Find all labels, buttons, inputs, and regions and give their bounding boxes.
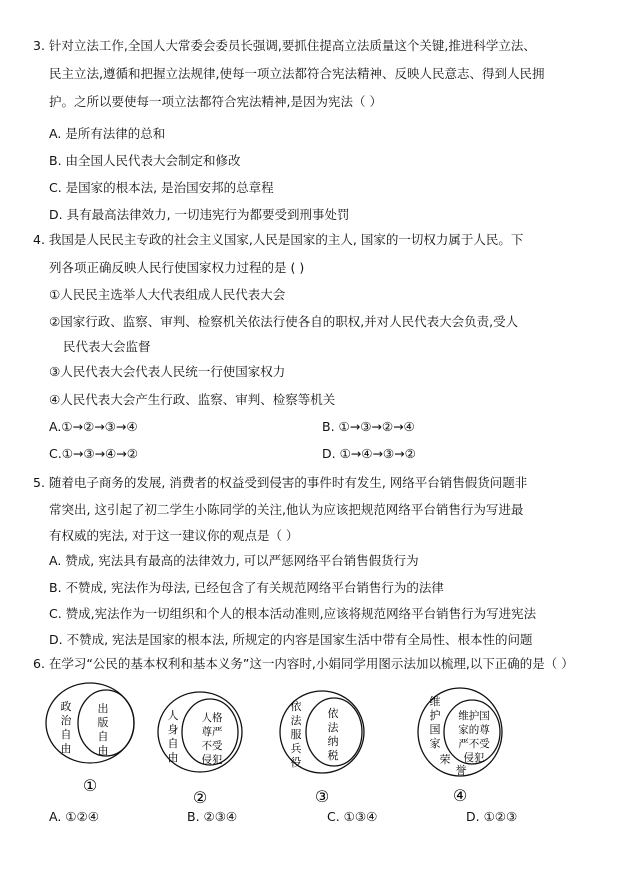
q6-option-a[interactable]: A. ①②④: [49, 809, 99, 824]
d4-inner-3: 侵犯: [463, 752, 485, 764]
q4-option-d[interactable]: D. ①→④→③→②: [322, 446, 416, 461]
q4-item-2: ②国家行政、监察、审判、检察机关依法行使各自的职权,并对人民代表大会负责,受人: [49, 314, 519, 329]
d4-outer-5: 誉: [455, 764, 467, 777]
d2-outer-0: 人: [167, 709, 179, 722]
d1-label: ①: [82, 776, 98, 795]
q4-item-2-cont: 民代表大会监督: [63, 339, 151, 354]
d4-inner-0: 维护国: [458, 710, 490, 722]
q5-option-d[interactable]: D. 不赞成, 宪法是国家的根本法, 所规定的内容是国家生活中带有全局性、根本性的问题: [49, 632, 533, 647]
d4-inner-1: 家的尊: [458, 724, 490, 736]
d3-outer-0: 依: [290, 700, 302, 713]
q5-stem-line-1: 5. 随着电子商务的发展, 消费者的权益受到侵害的事件时有发生, 网络平台销售假货问题非: [33, 475, 528, 490]
q3-option-b[interactable]: B. 由全国人民代表大会制定和修改: [49, 153, 241, 168]
d1-outer-0: 政: [60, 700, 72, 713]
q3-stem-line-3: 护。之所以要使每一项立法都符合宪法精神,是因为宪法（ ）: [49, 94, 382, 109]
d3-inner-0: 依: [327, 707, 339, 720]
d3-label: ③: [314, 787, 330, 806]
q4-option-a[interactable]: A.①→②→③→④: [49, 419, 138, 434]
d2-inner-1: 尊严: [201, 726, 223, 738]
q4-stem-line-1: 4. 我国是人民民主专政的社会主义国家,人民是国家的主人, 国家的一切权力属于人民。下: [33, 232, 524, 247]
d3-outer-2: 服: [290, 728, 302, 741]
diagram-4: [418, 688, 502, 805]
d3-outer-1: 法: [290, 714, 302, 727]
q3-option-d[interactable]: D. 具有最高法律效力, 一切违宪行为都要受到刑事处罚: [49, 207, 350, 222]
q3-option-a[interactable]: A. 是所有法律的总和: [49, 126, 166, 141]
d4-outer-2: 国: [429, 723, 441, 736]
q4-item-4: ④人民代表大会产生行政、监察、审判、检察等机关: [49, 392, 336, 407]
q4-option-b[interactable]: B. ①→③→②→④: [322, 419, 415, 434]
d4-label: ④: [452, 786, 468, 805]
diagram-3: [280, 691, 364, 806]
d1-inner-1: 版: [97, 716, 109, 729]
d3-outer-4: 役: [290, 756, 302, 769]
q4-item-1: ①人民民主选举人大代表组成人民代表大会: [49, 287, 286, 302]
q5-stem-line-2: 常突出, 这引起了初二学生小陈同学的关注,他认为应该把规范网络平台销售行为写进最: [49, 502, 524, 517]
d1-outer-1: 治: [60, 714, 72, 727]
d4-outer-1: 护: [429, 709, 441, 722]
q5-option-b[interactable]: B. 不赞成, 宪法作为母法, 已经包含了有关规范网络平台销售行为的法律: [49, 580, 444, 595]
d4-outer-4: 荣: [439, 753, 451, 766]
d3-inner-2: 纳: [327, 735, 339, 748]
d2-inner-0: 人格: [201, 712, 223, 724]
d3-inner-1: 法: [327, 721, 339, 734]
q4-option-c[interactable]: C.①→③→④→②: [49, 446, 138, 461]
d1-outer-2: 自: [60, 728, 72, 741]
d2-outer-1: 身: [167, 723, 179, 736]
d2-outer-2: 自: [167, 737, 179, 750]
d3-outer-3: 兵: [290, 742, 302, 755]
q3-option-c[interactable]: C. 是国家的根本法, 是治国安邦的总章程: [49, 180, 274, 195]
q6-option-d[interactable]: D. ①②③: [466, 809, 518, 824]
q3-stem-line-2: 民主立法,遵循和把握立法规律,使每一项立法都符合宪法精神、反映人民意志、得到人民拥: [49, 66, 545, 81]
d2-inner-2: 不受: [201, 740, 223, 752]
q3-stem-line-1: 3. 针对立法工作,全国人大常委会委员长强调,要抓住提高立法质量这个关键,推进科学立法、: [33, 38, 536, 53]
d2-label: ②: [192, 788, 208, 807]
q6-option-b[interactable]: B. ②③④: [187, 809, 238, 824]
d1-inner-0: 出: [97, 702, 109, 715]
d2-inner-3: 侵犯: [201, 754, 223, 766]
q5-option-a[interactable]: A. 赞成, 宪法具有最高的法律效力, 可以严惩网络平台销售假货行为: [49, 553, 419, 568]
d4-inner-2: 严不受: [458, 738, 490, 750]
d4-outer-0: 维: [429, 695, 441, 708]
d4-outer-3: 家: [429, 737, 441, 750]
d1-outer-3: 由: [60, 742, 72, 755]
q5-stem-line-3: 有权威的宪法, 对于这一建议你的观点是（ ）: [49, 528, 299, 543]
d3-inner-3: 税: [327, 749, 339, 762]
diagram-1: [46, 683, 134, 795]
q6-stem: 6. 在学习“公民的基本权利和基本义务”这一内容时,小娟同学用图示法加以梳理,以下正确的是（ ）: [33, 656, 574, 671]
d1-inner-3: 由: [97, 744, 109, 757]
diagram-2: [158, 692, 242, 807]
d2-outer-3: 由: [167, 751, 179, 764]
q4-stem-line-2: 列各项正确反映人民行使国家权力过程的是 ( ): [49, 260, 305, 275]
d1-inner-2: 自: [97, 730, 109, 743]
q4-item-3: ③人民代表大会代表人民统一行使国家权力: [49, 364, 286, 379]
q5-option-c[interactable]: C. 赞成,宪法作为一切组织和个人的根本活动准则,应该将规范网络平台销售行为写进宪法: [49, 606, 537, 621]
q6-option-c[interactable]: C. ①③④: [327, 809, 378, 824]
